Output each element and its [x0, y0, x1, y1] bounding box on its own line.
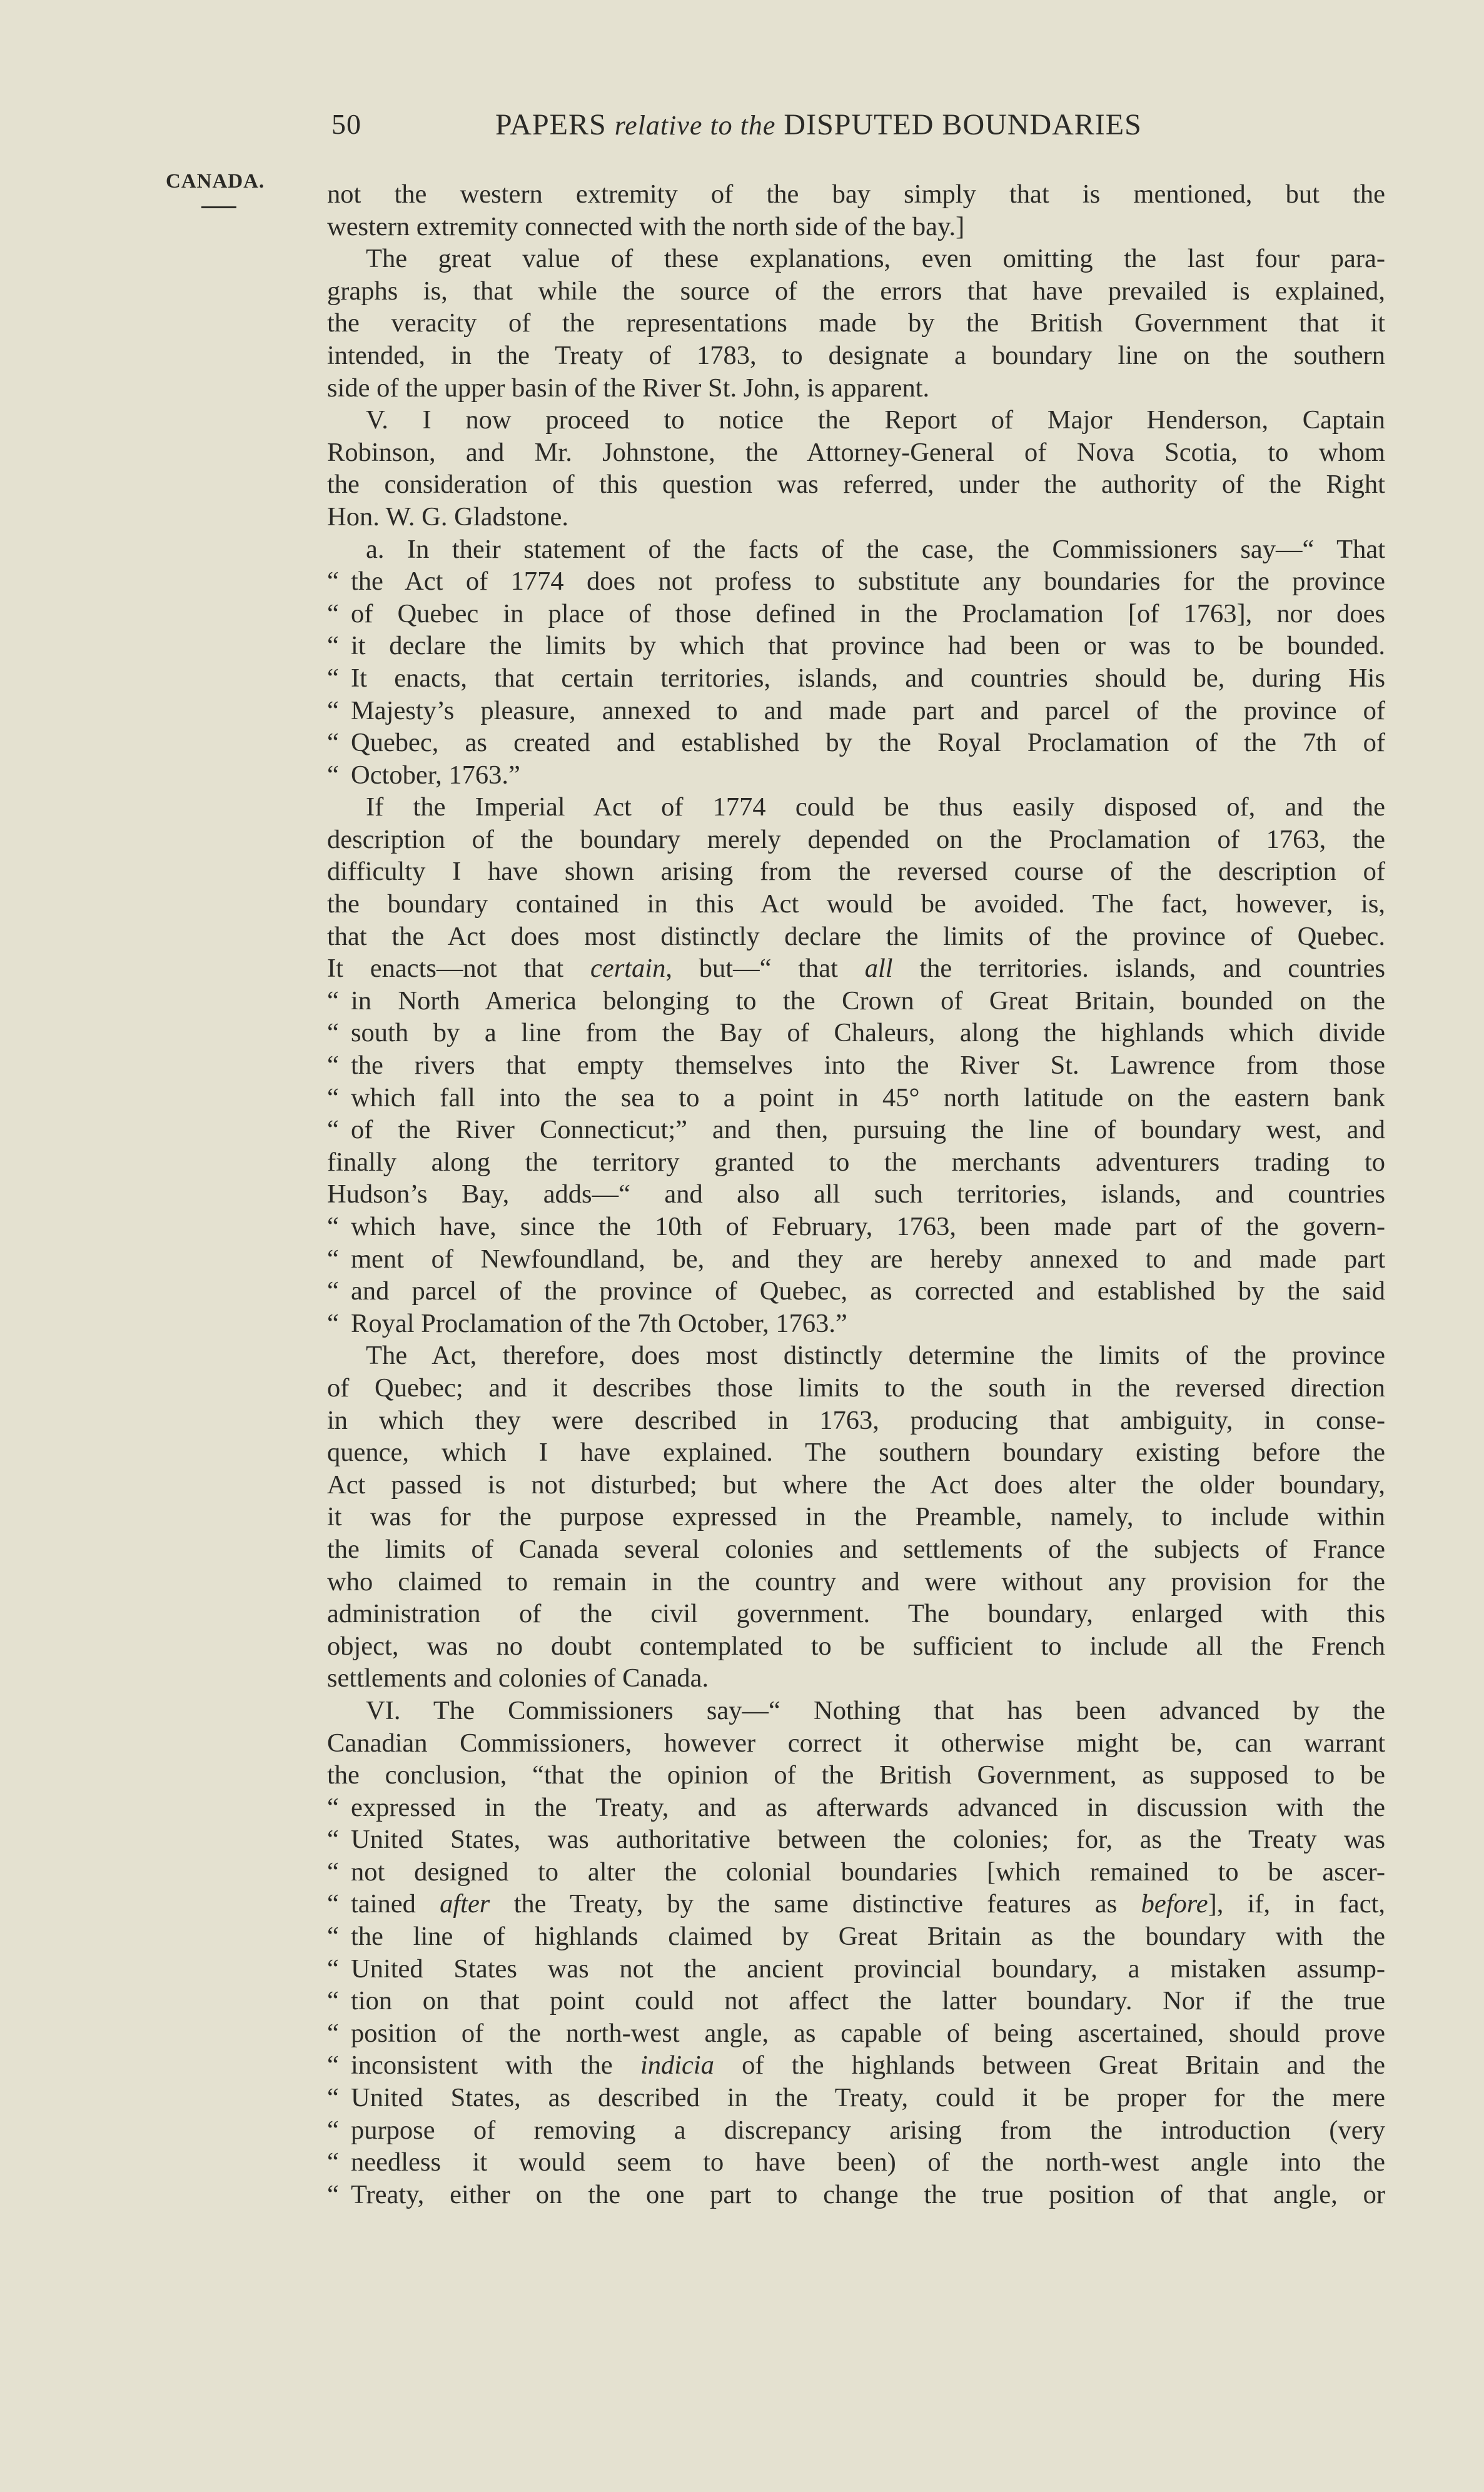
text-line: “ of Quebec in place of those defined in the Proclamation [of 1763], nor does: [327, 598, 1385, 628]
text-line: Hon. W. G. Gladstone.: [327, 502, 569, 532]
text-line: “ the rivers that empty themselves into the River St. Lawrence from those: [327, 1051, 1385, 1081]
text-line: administration of the civil government. The boundary, enlarged with this: [327, 1599, 1385, 1629]
text-line: settlements and colonies of Canada.: [327, 1663, 709, 1693]
text-line: Hudson’s Bay, adds—“ and also all such territories, islands, and countries: [327, 1179, 1385, 1209]
running-title-post: DISPUTED BOUNDARIES: [775, 108, 1142, 141]
text-line: western extremity connected with the north side of the bay.]: [327, 211, 965, 241]
text-line: in which they were described in 1763, producing that ambiguity, in conse-: [327, 1405, 1385, 1435]
text-line: “ which fall into the sea to a point in 45° north latitude on the eastern bank: [327, 1082, 1385, 1112]
text-line: “ which have, since the 10th of February, 1763, been made part of the govern-: [327, 1212, 1385, 1241]
text-line: The great value of these explanations, even omitting the last four para-: [366, 244, 1385, 274]
text-line: “ and parcel of the province of Quebec, as corrected and established by the said: [327, 1276, 1385, 1306]
text-line: the veracity of the representations made by the British Government that it: [327, 308, 1385, 338]
text-line: “ Treaty, either on the one part to change the true position of that angle, or: [327, 2179, 1385, 2209]
text-line: Act passed is not disturbed; but where the Act does alter the older boundary,: [327, 1470, 1385, 1500]
text-line: “ It enacts, that certain territories, islands, and countries should be, during His: [327, 663, 1385, 693]
text-line: “ the Act of 1774 does not profess to substitute any boundaries for the province: [327, 567, 1385, 597]
body-text: [327, 178, 1385, 2211]
text-line: “ Quebec, as created and established by the Royal Proclamation of the 7th of: [327, 728, 1385, 758]
text-line: “ United States, as described in the Treaty, could it be proper for the mere: [327, 2083, 1385, 2113]
text-line: “ position of the north-west angle, as capable of being ascertained, should prove: [327, 2018, 1385, 2048]
text-line: “ United States was not the ancient provincial boundary, a mistaken assump-: [327, 1954, 1385, 1984]
running-title-italic: relative to the: [614, 110, 776, 141]
text-line: side of the upper basin of the River St. John, is apparent.: [327, 373, 930, 403]
text-line: object, was no doubt contemplated to be sufficient to include all the French: [327, 1631, 1385, 1661]
text-line: It enacts—not that certain, but—“ that all the territories. islands, and countries: [327, 954, 1385, 984]
text-line: “ tion on that point could not affect the latter boundary. Nor if the true: [327, 1986, 1385, 2016]
text-line: “ of the River Connecticut;” and then, pursuing the line of boundary west, and: [327, 1115, 1385, 1145]
text-line: difficulty I have shown arising from the reversed course of the description of: [327, 857, 1385, 887]
text-line: V. I now proceed to notice the Report of Major Henderson, Captain: [366, 405, 1385, 435]
margin-rule: [201, 206, 236, 208]
page-number: 50: [331, 108, 361, 140]
margin-note: CANADA.: [166, 170, 265, 193]
text-line: who claimed to remain in the country and were without any provision for the: [327, 1566, 1385, 1597]
running-title-pre: PAPERS: [495, 108, 615, 141]
text-line: “ tained after the Treaty, by the same distinctive features as before], if, in fact,: [327, 1889, 1386, 1919]
text-line: Robinson, and Mr. Johnstone, the Attorney-General of Nova Scotia, to whom: [327, 437, 1385, 467]
text-line: “ south by a line from the Bay of Chaleurs, along the highlands which divide: [327, 1018, 1385, 1048]
text-line: the boundary contained in this Act would be avoided. The fact, however, is,: [327, 889, 1385, 919]
running-title: [495, 108, 1142, 142]
text-line: “ October, 1763.”: [327, 760, 520, 790]
text-line: “ purpose of removing a discrepancy arising from the introduction (very: [327, 2115, 1385, 2145]
text-line: not the western extremity of the bay simply that is mentioned, but the: [327, 179, 1385, 209]
text-line: “ inconsistent with the indicia of the highlands between Great Britain and the: [327, 2051, 1385, 2081]
text-line: “ it declare the limits by which that province had been or was to be bounded.: [327, 631, 1385, 661]
text-line: that the Act does most distinctly declare the limits of the province of Quebec.: [327, 921, 1385, 951]
text-line: a. In their statement of the facts of the case, the Commissioners say—“ That: [366, 534, 1385, 564]
text-line: “ Royal Proclamation of the 7th October, 1763.”: [327, 1308, 847, 1338]
text-line: “ the line of highlands claimed by Great Britain as the boundary with the: [327, 1922, 1385, 1952]
text-line: the conclusion, “that the opinion of the British Government, as supposed to be: [327, 1760, 1385, 1790]
text-line: The Act, therefore, does most distinctly determine the limits of the province: [366, 1341, 1385, 1371]
text-line: “ in North America belonging to the Crown of Great Britain, bounded on the: [327, 986, 1385, 1016]
text-line: “ not designed to alter the colonial boundaries [which remained to be ascer-: [327, 1857, 1385, 1887]
text-line: If the Imperial Act of 1774 could be thus easily disposed of, and the: [366, 792, 1385, 822]
text-line: quence, which I have explained. The southern boundary existing before the: [327, 1438, 1385, 1468]
text-line: “ ment of Newfoundland, be, and they are hereby annexed to and made part: [327, 1244, 1385, 1274]
text-line: “ United States, was authoritative between the colonies; for, as the Treaty was: [327, 1825, 1385, 1855]
text-line: intended, in the Treaty of 1783, to designate a boundary line on the southern: [327, 340, 1385, 370]
text-line: finally along the territory granted to the merchants adventurers trading to: [327, 1147, 1385, 1177]
text-line: Canadian Commissioners, however correct it otherwise might be, can warrant: [327, 1728, 1385, 1758]
text-line: the limits of Canada several colonies and settlements of the subjects of France: [327, 1534, 1385, 1564]
text-line: it was for the purpose expressed in the Preamble, namely, to include within: [327, 1502, 1385, 1532]
text-line: “ needless it would seem to have been) of the north-west angle into the: [327, 2147, 1385, 2177]
text-line: VI. The Commissioners say—“ Nothing that has been advanced by the: [366, 1695, 1385, 1725]
text-line: description of the boundary merely depended on the Proclamation of 1763, the: [327, 824, 1385, 854]
text-line: “ expressed in the Treaty, and as afterwards advanced in discussion with the: [327, 1792, 1385, 1822]
text-line: “ Majesty’s pleasure, annexed to and made part and parcel of the province of: [327, 695, 1385, 725]
text-line: graphs is, that while the source of the errors that have prevailed is explained,: [327, 276, 1385, 306]
text-line: the consideration of this question was referred, under the authority of the Right: [327, 470, 1385, 500]
text-line: of Quebec; and it describes those limits to the south in the reversed direction: [327, 1373, 1385, 1403]
